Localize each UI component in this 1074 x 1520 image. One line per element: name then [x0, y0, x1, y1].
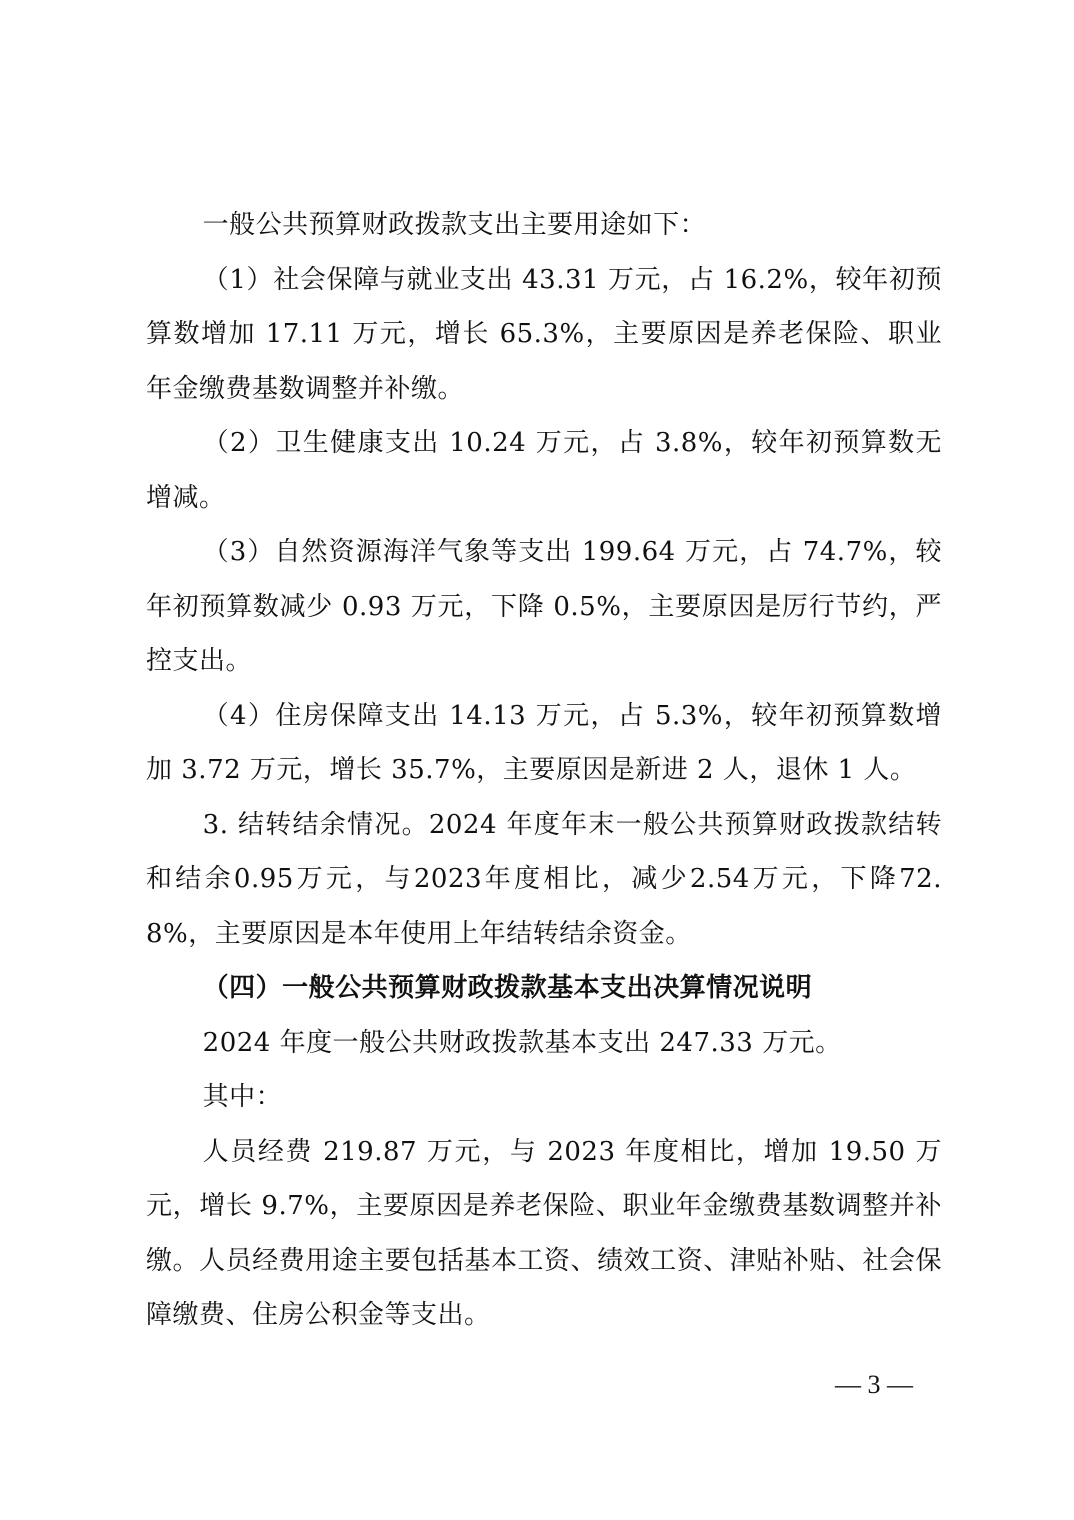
paragraph-personnel: 人员经费 219.87 万元，与 2023 年度相比，增加 19.50 万元，增长 9.7%，主要原因是养老保险、职业年金缴费基数调整并补缴。人员经费用途主要包括基本工资、绩效工资、津贴补贴、社会保障缴费、住房公积金等支出。 — [146, 1136, 942, 1330]
paragraph-carryover: 3. 结转结余情况。2024 年度年末一般公共预算财政拨款结转和结余0.95万元，与2023年度相比，减少2.54万元，下降72.8%，主要原因是本年使用上年结转结余资金。 — [146, 809, 942, 949]
paragraph-housing: （4）住房保障支出 14.13 万元，占 5.3%，较年初预算数增加 3.72 万元，增长 35.7%，主要原因是新进 2 人，退休 1 人。 — [146, 700, 942, 785]
paragraph-natural-resources: （3）自然资源海洋气象等支出 199.64 万元，占 74.7%，较年初预算数减少 0.93 万元，下降 0.5%，主要原因是厉行节约，严控支出。 — [146, 537, 942, 676]
paragraph-basic-total: 2024 年度一般公共财政拨款基本支出 247.33 万元。 — [202, 1027, 842, 1058]
paragraph-health: （2）卫生健康支出 10.24 万元，占 3.8%，较年初预算数无增减。 — [146, 428, 942, 513]
paragraph-usage-intro: 一般公共预算财政拨款支出主要用途如下： — [202, 210, 707, 240]
body-text — [146, 198, 942, 1343]
page-number: — 3 — — [835, 1370, 913, 1399]
section-heading-basic-expenditure: （四）一般公共预算财政拨款基本支出决算情况说明 — [202, 973, 813, 1003]
paragraph-among: 其中： — [202, 1082, 283, 1112]
paragraph-social-security: （1）社会保障与就业支出 43.31 万元，占 16.2%，较年初预算数增加 17.11 万元，增长 65.3%，主要原因是养老保险、职业年金缴费基数调整并补缴。 — [146, 264, 942, 404]
